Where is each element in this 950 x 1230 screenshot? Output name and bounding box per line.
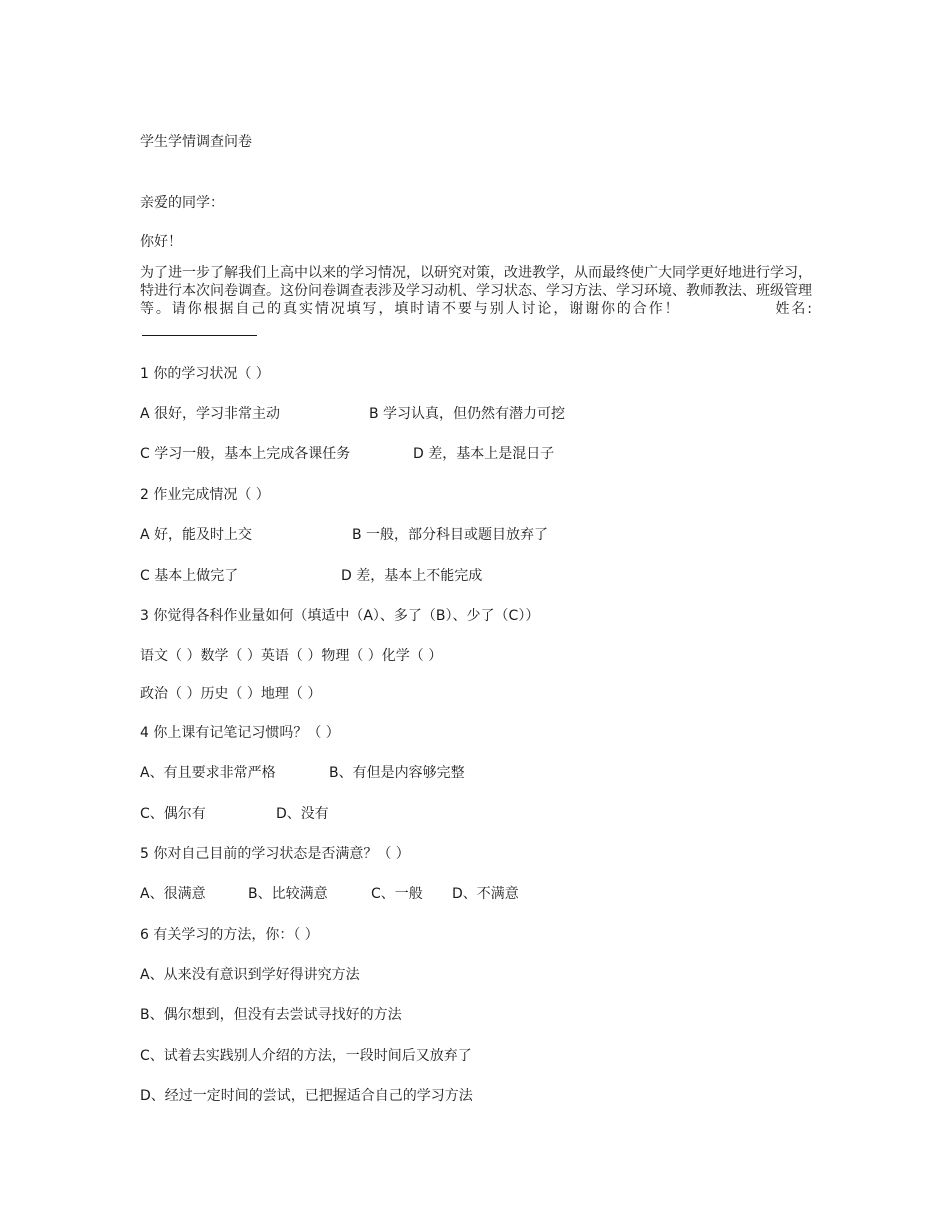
document-title: 学生学情调查问卷 — [140, 134, 252, 150]
q1-option-b: B 学习认真，但仍然有潜力可挖 — [369, 406, 566, 422]
q5-option-a: A、很满意 — [140, 886, 206, 902]
question-4: 4 你上课有记笔记习惯吗？（ ） — [140, 725, 340, 741]
name-label: 姓名: — [775, 301, 813, 317]
q6-option-a: A、从来没有意识到学好得讲究方法 — [140, 967, 360, 983]
question-3: 3 你觉得各科作业量如何（填适中（A）、多了（B）、少了（C）） — [140, 608, 540, 624]
q2-option-c: C 基本上做完了 — [140, 568, 239, 584]
q4-option-b: B、有但是内容够完整 — [329, 765, 465, 781]
salutation: 亲爱的同学： — [140, 195, 224, 211]
question-6: 6 有关学习的方法，你：（ ） — [140, 927, 319, 943]
intro-paragraph — [140, 264, 812, 336]
name-blank[interactable] — [142, 320, 257, 336]
question-5: 5 你对自己目前的学习状态是否满意？（ ） — [140, 846, 410, 862]
q4-option-a: A、有且要求非常严格 — [140, 765, 276, 781]
q4-option-d: D、没有 — [276, 806, 329, 822]
question-2: 2 作业完成情况（ ） — [140, 487, 270, 503]
q3-subjects-line-1: 语文（ ）数学（ ）英语（ ）物理（ ）化学（ ） — [140, 648, 443, 664]
q5-option-d: D、不满意 — [452, 886, 519, 902]
question-1: 1 你的学习状况（ ） — [140, 366, 270, 382]
q1-option-a: A 很好，学习非常主动 — [140, 406, 281, 422]
q3-subjects-line-2: 政治（ ）历史（ ）地理（ ） — [140, 686, 322, 702]
q2-option-d: D 差，基本上不能完成 — [341, 568, 483, 584]
q6-option-c: C、试着去实践别人介绍的方法，一段时间后又放弃了 — [140, 1048, 472, 1064]
greeting: 你好！ — [140, 234, 182, 250]
intro-text: 为了进一步了解我们上高中以来的学习情况，以研究对策，改进教学，从而最终使广大同学更好地进行学习，特进行本次问卷调查。这份问卷调查表涉及学习动机、学习状态、学习方法、学习环境、教师教法、班级管理等。请你根据自己的真实情况填写，填时请不要与别人讨论，谢谢你的合作！ — [140, 265, 812, 317]
q1-option-d: D 差，基本上是混日子 — [413, 446, 555, 462]
q1-option-c: C 学习一般，基本上完成各课任务 — [140, 446, 351, 462]
q5-option-b: B、比较满意 — [248, 886, 328, 902]
q6-option-d: D、经过一定时间的尝试，已把握适合自己的学习方法 — [140, 1088, 473, 1104]
q5-option-c: C、一般 — [371, 886, 423, 902]
q4-option-c: C、偶尔有 — [140, 806, 206, 822]
q2-option-a: A 好，能及时上交 — [140, 527, 253, 543]
q2-option-b: B 一般，部分科目或题目放弃了 — [352, 527, 549, 543]
q6-option-b: B、偶尔想到，但没有去尝试寻找好的方法 — [140, 1007, 402, 1023]
